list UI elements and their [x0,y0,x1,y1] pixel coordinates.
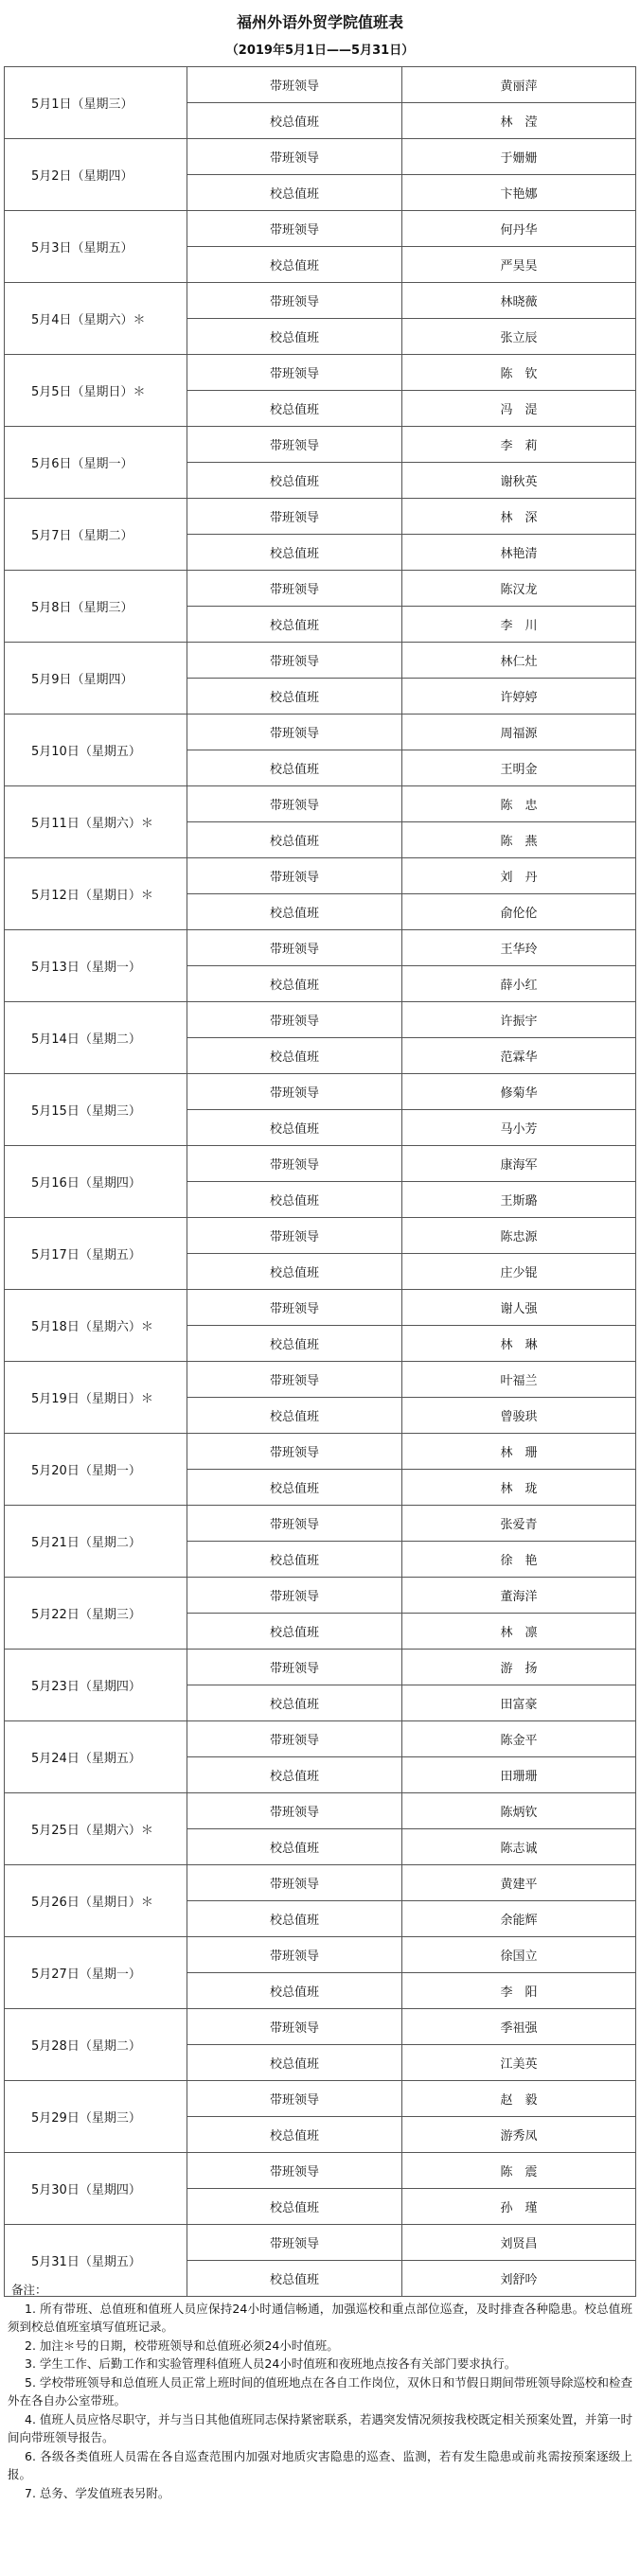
role-cell: 校总值班 [187,2189,402,2225]
role-cell: 校总值班 [187,247,402,283]
duty-name-cell: 江美英 [402,2045,636,2081]
role-cell: 校总值班 [187,1470,402,1506]
leader-name-cell: 谢人强 [402,1290,636,1326]
date-cell: 5月14日（星期二） [5,1002,187,1074]
role-cell: 校总值班 [187,319,402,355]
leader-name-cell: 黄丽萍 [402,67,636,103]
role-cell: 带班领导 [187,427,402,463]
role-cell: 带班领导 [187,858,402,894]
table-row [5,1074,636,1110]
role-cell: 带班领导 [187,2081,402,2117]
table-row [5,1865,636,1901]
table-row [5,1434,636,1470]
duty-name-cell: 薛小红 [402,966,636,1002]
leader-name-cell: 周福源 [402,715,636,750]
table-row [5,930,636,966]
note-item: 5. 学校带班领导和总值班人员正常上班时间的值班地点在各自工作岗位，双休日和节假日期间带班领导除巡校和检查外在各自办公室带班。 [8,2374,632,2408]
duty-name-cell: 林 琳 [402,1326,636,1362]
role-cell: 校总值班 [187,966,402,1002]
date-cell: 5月1日（星期三） [5,67,187,139]
date-cell: 5月21日（星期二） [5,1506,187,1578]
duty-name-cell: 严昊昊 [402,247,636,283]
table-row [5,211,636,247]
role-cell: 带班领导 [187,283,402,319]
leader-name-cell: 陈 钦 [402,355,636,391]
leader-name-cell: 徐国立 [402,1937,636,1973]
role-cell: 校总值班 [187,1254,402,1290]
duty-name-cell: 田珊珊 [402,1757,636,1793]
duty-name-cell: 李 阳 [402,1973,636,2009]
table-row [5,1578,636,1614]
role-cell: 校总值班 [187,463,402,499]
table-row [5,1793,636,1829]
date-cell: 5月19日（星期日）＊ [5,1362,187,1434]
role-cell: 校总值班 [187,679,402,715]
date-cell: 5月8日（星期三） [5,571,187,643]
role-cell: 校总值班 [187,175,402,211]
duty-name-cell: 俞伦伦 [402,894,636,930]
date-cell: 5月20日（星期一） [5,1434,187,1506]
role-cell: 带班领导 [187,930,402,966]
duty-name-cell: 林 凛 [402,1614,636,1650]
duty-name-cell: 曾骏珙 [402,1398,636,1434]
duty-name-cell: 王明金 [402,750,636,786]
leader-name-cell: 林晓薇 [402,283,636,319]
table-row [5,1506,636,1542]
role-cell: 带班领导 [187,1362,402,1398]
role-cell: 带班领导 [187,1434,402,1470]
duty-table [4,66,636,2297]
table-row [5,643,636,679]
date-cell: 5月24日（星期五） [5,1721,187,1793]
duty-name-cell: 李 川 [402,607,636,643]
note-item: 4. 值班人员应恪尽职守，并与当日其他值班同志保持紧密联系，若遇突发情况须按我校既定相关预案处置，并第一时间向带班领导报告。 [8,2411,632,2444]
role-cell: 带班领导 [187,1793,402,1829]
duty-name-cell: 马小芳 [402,1110,636,1146]
table-row [5,283,636,319]
role-cell: 校总值班 [187,1038,402,1074]
date-cell: 5月12日（星期日）＊ [5,858,187,930]
role-cell: 校总值班 [187,607,402,643]
leader-name-cell: 于姗姗 [402,139,636,175]
leader-name-cell: 修菊华 [402,1074,636,1110]
note-item: 3. 学生工作、后勤工作和实验管理科值班人员24小时值班和夜班地点按各有关部门要求执行。 [25,2356,517,2371]
date-cell: 5月27日（星期一） [5,1937,187,2009]
leader-name-cell: 王华玲 [402,930,636,966]
leader-name-cell: 陈 忠 [402,786,636,822]
document-subtitle: （2019年5月1日——5月31日） [225,44,415,58]
role-cell: 带班领导 [187,139,402,175]
table-row [5,67,636,103]
leader-name-cell: 林 深 [402,499,636,535]
duty-name-cell: 余能辉 [402,1901,636,1937]
date-cell: 5月7日（星期二） [5,499,187,571]
table-row [5,139,636,175]
duty-name-cell: 张立辰 [402,319,636,355]
date-cell: 5月10日（星期五） [5,715,187,786]
leader-name-cell: 季祖强 [402,2009,636,2045]
leader-name-cell: 刘 丹 [402,858,636,894]
role-cell: 带班领导 [187,1721,402,1757]
leader-name-cell: 董海洋 [402,1578,636,1614]
role-cell: 带班领导 [187,1937,402,1973]
leader-name-cell: 张爱青 [402,1506,636,1542]
leader-name-cell: 林仁灶 [402,643,636,679]
role-cell: 带班领导 [187,211,402,247]
table-row [5,499,636,535]
role-cell: 带班领导 [187,2153,402,2189]
note-item: 2. 加注＊号的日期，校带班领导和总值班必须24小时值班。 [25,2338,339,2353]
role-cell: 校总值班 [187,1901,402,1937]
role-cell: 带班领导 [187,1002,402,1038]
note-item: 6. 各级各类值班人员需在各自巡查范围内加强对地质灾害隐患的巡查、监测，若有发生隐患或前兆需按预案逐级上报。 [8,2448,632,2481]
date-cell: 5月2日（星期四） [5,139,187,211]
role-cell: 带班领导 [187,786,402,822]
date-cell: 5月25日（星期六）＊ [5,1793,187,1865]
duty-table-body [5,67,636,2297]
role-cell: 校总值班 [187,1685,402,1721]
role-cell: 校总值班 [187,1829,402,1865]
role-cell: 带班领导 [187,2225,402,2261]
date-cell: 5月3日（星期五） [5,211,187,283]
role-cell: 带班领导 [187,1218,402,1254]
role-cell: 校总值班 [187,2117,402,2153]
table-row [5,1146,636,1182]
date-cell: 5月13日（星期一） [5,930,187,1002]
duty-name-cell: 林 滢 [402,103,636,139]
leader-name-cell: 陈忠源 [402,1218,636,1254]
leader-name-cell: 林 珊 [402,1434,636,1470]
role-cell: 校总值班 [187,1757,402,1793]
table-row [5,2153,636,2189]
date-cell: 5月17日（星期五） [5,1218,187,1290]
duty-name-cell: 林艳清 [402,535,636,571]
note-item: 1. 所有带班、总值班和值班人员应保持24小时通信畅通，加强巡校和重点部位巡查，及时排查各种隐患。校总值班须到校总值班室填写值班记录。 [8,2301,632,2334]
role-cell: 校总值班 [187,1182,402,1218]
duty-name-cell: 陈志诚 [402,1829,636,1865]
duty-name-cell: 陈 燕 [402,822,636,858]
duty-name-cell: 游秀凤 [402,2117,636,2153]
table-row [5,1218,636,1254]
notes-heading: 备注： [11,2283,47,2297]
date-cell: 5月28日（星期二） [5,2009,187,2081]
table-row [5,786,636,822]
leader-name-cell: 康海军 [402,1146,636,1182]
role-cell: 校总值班 [187,535,402,571]
role-cell: 带班领导 [187,571,402,607]
table-row [5,715,636,750]
date-cell: 5月23日（星期四） [5,1650,187,1721]
table-row [5,571,636,607]
role-cell: 带班领导 [187,1146,402,1182]
table-row [5,1650,636,1685]
role-cell: 带班领导 [187,355,402,391]
date-cell: 5月18日（星期六）＊ [5,1290,187,1362]
duty-name-cell: 许婷婷 [402,679,636,715]
role-cell: 带班领导 [187,499,402,535]
role-cell: 带班领导 [187,1578,402,1614]
duty-name-cell: 徐 艳 [402,1542,636,1578]
date-cell: 5月22日（星期三） [5,1578,187,1650]
leader-name-cell: 叶福兰 [402,1362,636,1398]
role-cell: 带班领导 [187,1074,402,1110]
table-row [5,1002,636,1038]
role-cell: 校总值班 [187,391,402,427]
role-cell: 校总值班 [187,1973,402,2009]
leader-name-cell: 陈金平 [402,1721,636,1757]
date-cell: 5月6日（星期一） [5,427,187,499]
leader-name-cell: 游 扬 [402,1650,636,1685]
date-cell: 5月5日（星期日）＊ [5,355,187,427]
date-cell: 5月16日（星期四） [5,1146,187,1218]
role-cell: 校总值班 [187,1398,402,1434]
duty-name-cell: 卞艳娜 [402,175,636,211]
duty-name-cell: 范霖华 [402,1038,636,1074]
role-cell: 校总值班 [187,2261,402,2297]
leader-name-cell: 李 莉 [402,427,636,463]
leader-name-cell: 刘贤昌 [402,2225,636,2261]
duty-name-cell: 冯 湜 [402,391,636,427]
date-cell: 5月4日（星期六）＊ [5,283,187,355]
table-row [5,2225,636,2261]
duty-name-cell: 田富豪 [402,1685,636,1721]
role-cell: 带班领导 [187,1650,402,1685]
role-cell: 带班领导 [187,67,402,103]
role-cell: 带班领导 [187,1290,402,1326]
role-cell: 校总值班 [187,1110,402,1146]
duty-name-cell: 谢秋英 [402,463,636,499]
duty-name-cell: 孙 瑾 [402,2189,636,2225]
role-cell: 校总值班 [187,103,402,139]
date-cell: 5月31日（星期五） [5,2225,187,2297]
date-cell: 5月26日（星期日）＊ [5,1865,187,1937]
leader-name-cell: 陈炳钦 [402,1793,636,1829]
table-row [5,1721,636,1757]
leader-name-cell: 许振宇 [402,1002,636,1038]
role-cell: 校总值班 [187,894,402,930]
leader-name-cell: 陈 震 [402,2153,636,2189]
role-cell: 校总值班 [187,1614,402,1650]
role-cell: 校总值班 [187,1326,402,1362]
duty-name-cell: 刘舒吟 [402,2261,636,2297]
table-row [5,1362,636,1398]
leader-name-cell: 何丹华 [402,211,636,247]
duty-name-cell: 庄少锟 [402,1254,636,1290]
table-row [5,1290,636,1326]
table-row [5,858,636,894]
table-row [5,2009,636,2045]
role-cell: 校总值班 [187,822,402,858]
leader-name-cell: 赵 毅 [402,2081,636,2117]
role-cell: 校总值班 [187,750,402,786]
table-row [5,355,636,391]
date-cell: 5月30日（星期四） [5,2153,187,2225]
table-row [5,427,636,463]
role-cell: 带班领导 [187,1865,402,1901]
notes-section [8,2281,632,2502]
note-item: 7. 总务、学发值班表另附。 [25,2485,170,2500]
role-cell: 校总值班 [187,2045,402,2081]
table-row [5,1937,636,1973]
role-cell: 带班领导 [187,2009,402,2045]
role-cell: 带班领导 [187,643,402,679]
role-cell: 带班领导 [187,1506,402,1542]
duty-name-cell: 王斯璐 [402,1182,636,1218]
duty-name-cell: 林 珑 [402,1470,636,1506]
role-cell: 带班领导 [187,715,402,750]
date-cell: 5月9日（星期四） [5,643,187,715]
date-cell: 5月29日（星期三） [5,2081,187,2153]
date-cell: 5月15日（星期三） [5,1074,187,1146]
table-row [5,2081,636,2117]
leader-name-cell: 黄建平 [402,1865,636,1901]
role-cell: 校总值班 [187,1542,402,1578]
document-title: 福州外语外贸学院值班表 [236,13,403,31]
date-cell: 5月11日（星期六）＊ [5,786,187,858]
leader-name-cell: 陈汉龙 [402,571,636,607]
